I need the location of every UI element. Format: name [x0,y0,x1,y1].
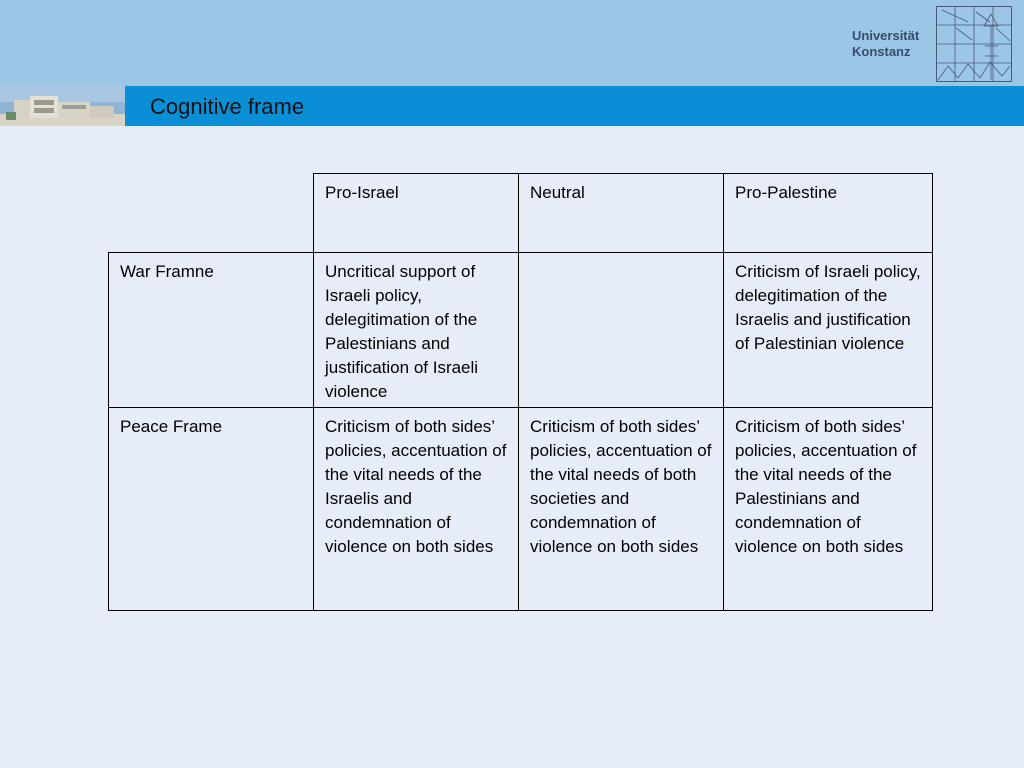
university-logo-icon [936,6,1012,82]
table-row-peace-frame [109,408,933,611]
column-header-pro-palestine: Pro-Palestine [724,174,933,253]
header-building-photo [0,86,125,126]
cell-war-pro-palestine: Criticism of Israeli policy, delegitimation of the Israelis and justification of Palestinian violence [724,253,933,408]
logo-line-2: Konstanz [852,44,911,59]
row-label-war-frame: War Framne [109,253,314,408]
cell-war-neutral [519,253,724,408]
cell-peace-pro-israel: Criticism of both sides’ policies, accentuation of the vital needs of the Israelis and condemnation of violence on both sides [314,408,519,611]
column-header-pro-israel: Pro-Israel [314,174,519,253]
row-label-peace-frame: Peace Frame [109,408,314,611]
cell-war-pro-israel: Uncritical support of Israeli policy, delegitimation of the Palestinians and justification of Israeli violence [314,253,519,408]
slide-title: Cognitive frame [150,94,305,119]
table-row-war-frame [109,253,933,408]
cell-peace-pro-palestine: Criticism of both sides’ policies, accentuation of the vital needs of the Palestinians and condemnation of violence on both sides [724,408,933,611]
table-header-row [109,174,933,253]
table-corner-cell [109,174,314,253]
logo-line-1: Universität [852,28,920,43]
university-logo-text [852,28,919,60]
column-header-neutral: Neutral [519,174,724,253]
cognitive-frame-table [108,173,933,611]
cell-peace-neutral: Criticism of both sides’ policies, accentuation of the vital needs of both societies and condemnation of violence on both sides [519,408,724,611]
